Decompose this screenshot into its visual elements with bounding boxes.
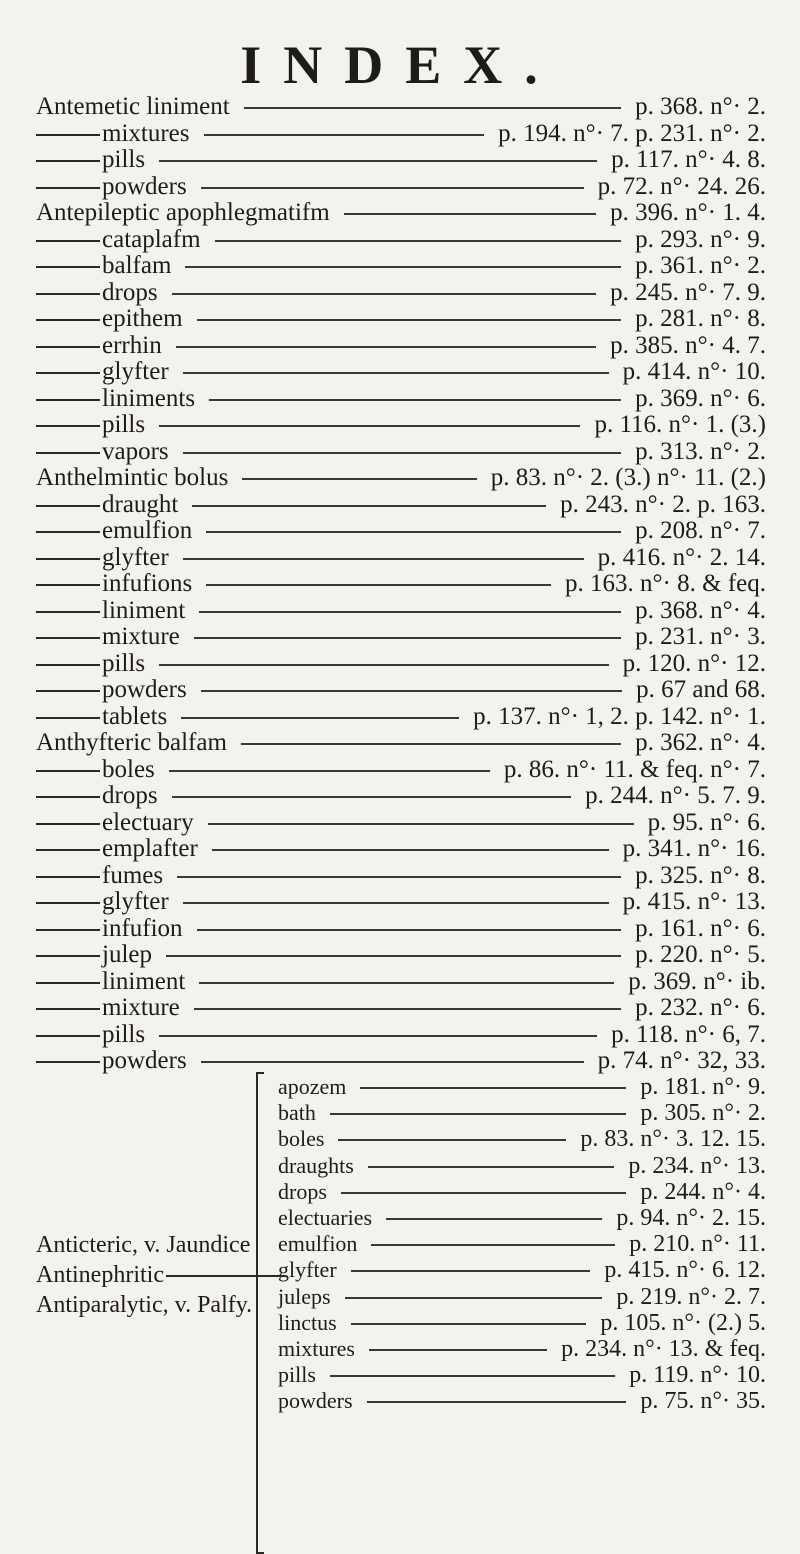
ditto-dash — [36, 134, 100, 136]
entry-label — [36, 993, 180, 1023]
index-entry — [36, 622, 766, 652]
index-entry — [36, 649, 766, 679]
entry-label — [36, 861, 163, 891]
leader-line — [201, 1061, 584, 1063]
leader-line — [206, 531, 621, 533]
index-entry — [36, 357, 766, 387]
leader-line — [183, 452, 621, 454]
leader-line — [330, 1375, 615, 1377]
leader-line — [194, 637, 621, 639]
entry-reference: p. 83. n°· 3. 12. 15. — [580, 1126, 766, 1153]
index-entry — [36, 1020, 766, 1050]
ditto-dash — [36, 611, 100, 613]
entry-reference: p. 219. n°· 2. 7. — [616, 1283, 766, 1310]
entry-reference: p. 368. n°· 2. — [635, 93, 766, 120]
leader-line — [192, 505, 546, 507]
entry-reference: p. 220. n°· 5. — [635, 941, 766, 968]
entry-term: glyfter — [102, 543, 169, 571]
entry-reference: p. 245. n°· 7. 9. — [610, 278, 766, 306]
entry-label — [36, 808, 194, 838]
entry-term: powders — [102, 172, 187, 200]
ditto-dash — [36, 346, 100, 348]
entry-label — [36, 145, 145, 175]
leader-line — [172, 796, 571, 798]
entry-label — [36, 596, 185, 626]
entry-reference: p. 369. n°· 6. — [635, 384, 766, 412]
entry-reference: p. 305. n°· 2. — [640, 1100, 766, 1127]
entry-reference: p. 208. n°· 7. — [635, 517, 766, 544]
ditto-dash — [36, 505, 100, 507]
entry-term: pills — [102, 1020, 146, 1048]
index-entry — [36, 569, 766, 599]
ditto-dash — [36, 664, 100, 666]
entry-reference: p. 416. n°· 2. 14. — [597, 543, 766, 571]
entry-reference: p. 163. n°· 8. & feq. — [565, 570, 766, 597]
entry-reference: p. 116. n°· 1. (3.) — [594, 411, 766, 438]
entry-term: liniments — [102, 384, 196, 412]
leader-line — [371, 1244, 615, 1246]
entry-reference: p. 95. n°· 6. — [647, 808, 766, 836]
entry-reference: p. 119. n°· 10. — [629, 1362, 766, 1389]
entry-reference: p. 105. n°· (2.) 5. — [600, 1309, 766, 1336]
ditto-dash — [36, 452, 100, 454]
entry-reference: p. 396. n°· 1. 4. — [610, 199, 766, 226]
leader-line — [241, 743, 621, 745]
leader-line — [169, 770, 490, 772]
leader-line — [183, 372, 609, 374]
ditto-dash — [36, 902, 100, 904]
leader-line — [360, 1087, 626, 1089]
entry-term: liniment — [102, 967, 186, 995]
entry-label — [36, 92, 230, 122]
entry-term: drops — [278, 1178, 327, 1204]
ditto-dash — [36, 876, 100, 878]
entry-label — [36, 649, 145, 679]
entry-label — [36, 940, 152, 970]
entry-term: drops — [102, 782, 158, 809]
index-entry — [36, 914, 766, 944]
entry-term: cataplafm — [102, 225, 201, 253]
entry-reference: p. 325. n°· 8. — [635, 861, 766, 889]
ditto-dash — [36, 770, 100, 772]
leader-line — [338, 1139, 566, 1141]
entry-term: epithem — [102, 305, 183, 332]
sub-entry — [278, 1386, 766, 1416]
index-entry — [36, 172, 766, 202]
entry-reference: p. 86. n°· 11. & feq. n°· 7. — [503, 755, 766, 783]
entry-label — [36, 728, 227, 758]
entry-reference: p. 117. n°· 4. 8. — [611, 146, 766, 173]
entry-reference: p. 415. n°· 13. — [622, 888, 766, 915]
entry-term: pills — [278, 1362, 316, 1388]
leader-line — [199, 982, 614, 984]
index-entry — [36, 225, 766, 255]
entry-reference: p. 369. n°· ib. — [628, 967, 766, 995]
entry-label — [36, 119, 190, 149]
leader-line — [209, 399, 621, 401]
ditto-dash — [36, 823, 100, 825]
index-entry — [36, 490, 766, 520]
entry-label — [36, 834, 198, 864]
index-entry — [36, 92, 766, 122]
ditto-dash — [36, 293, 100, 295]
entry-label — [36, 622, 180, 652]
entry-term: balfam — [102, 252, 172, 279]
ditto-dash — [36, 319, 100, 321]
entry-term: glyfter — [102, 358, 169, 385]
entry-term: Anthyfteric balfam — [36, 729, 227, 756]
entry-term: electuary — [102, 808, 194, 836]
entry-term: powders — [102, 676, 187, 703]
entry-label — [36, 543, 169, 573]
entry-reference: p. 161. n°· 6. — [635, 914, 766, 942]
entry-reference: p. 362. n°· 4. — [635, 729, 766, 756]
leader-line — [208, 823, 634, 825]
entry-label — [36, 914, 183, 944]
leader-line — [344, 213, 596, 215]
leader-line — [242, 478, 477, 480]
side-note-antiparalytic: Antiparalytic, v. Palfy. — [36, 1292, 253, 1318]
entry-term: drops — [102, 278, 158, 306]
entry-term: mixtures — [278, 1336, 355, 1361]
leader-line — [166, 955, 621, 957]
index-entry — [36, 861, 766, 891]
entry-label — [36, 1046, 187, 1076]
entry-reference: p. 243. n°· 2. p. 163. — [560, 490, 766, 518]
entry-reference: p. 313. n°· 2. — [635, 437, 766, 465]
entry-term: Antemetic liniment — [36, 93, 230, 120]
entry-term: Antepileptic apophlegmatifm — [36, 199, 330, 226]
index-entry — [36, 675, 766, 705]
leader-line — [159, 425, 580, 427]
entry-term: emulfion — [278, 1231, 358, 1257]
entry-reference: p. 244. n°· 4. — [640, 1178, 766, 1205]
entry-reference: p. 361. n°· 2. — [635, 252, 766, 279]
entry-term: glyfter — [278, 1257, 337, 1283]
leader-line — [159, 1035, 597, 1037]
entry-label — [36, 437, 169, 467]
entry-term: tablets — [102, 702, 168, 730]
entry-label — [36, 172, 187, 202]
entry-reference: p. 415. n°· 6. 12. — [604, 1257, 766, 1284]
entry-term: Anthelmintic bolus — [36, 464, 229, 491]
index-entry — [36, 702, 766, 732]
entry-label — [278, 1386, 353, 1416]
ditto-dash — [36, 690, 100, 692]
entry-reference: p. 234. n°· 13. & feq. — [561, 1336, 766, 1362]
entry-label — [36, 1020, 145, 1050]
entry-reference: p. 385. n°· 4. 7. — [610, 331, 766, 359]
entry-term: draught — [102, 490, 179, 518]
leader-line — [172, 293, 596, 295]
index-entry — [36, 967, 766, 997]
leader-line — [177, 876, 621, 878]
leader-line — [386, 1218, 602, 1220]
entry-term: liniment — [102, 596, 186, 624]
entry-reference: p. 341. n°· 16. — [622, 835, 766, 862]
ditto-dash — [36, 849, 100, 851]
leader-line — [183, 902, 609, 904]
index-entry — [36, 755, 766, 785]
entry-label — [36, 702, 167, 732]
ditto-dash — [36, 160, 100, 162]
entry-term: pills — [102, 146, 146, 173]
leader-line — [183, 558, 584, 560]
leader-line — [212, 849, 609, 851]
entry-term: julep — [102, 941, 152, 968]
entry-label — [36, 278, 158, 308]
ditto-dash — [36, 531, 100, 533]
leader-line — [185, 266, 621, 268]
entry-label — [36, 516, 192, 546]
entry-label — [36, 463, 228, 493]
entry-label — [36, 490, 178, 520]
side-note-antinephritic: Antinephritic — [36, 1260, 286, 1290]
ditto-dash — [36, 955, 100, 957]
index-entry — [36, 543, 766, 573]
entry-term: mixture — [102, 623, 180, 650]
entry-reference: p. 194. n°· 7. p. 231. n°· 2. — [498, 119, 766, 147]
entry-label — [36, 887, 169, 917]
entry-term: infufions — [102, 570, 193, 597]
leader-line — [341, 1192, 626, 1194]
entry-term: draughts — [278, 1152, 354, 1178]
leader-line — [368, 1166, 614, 1168]
leader-line — [351, 1270, 590, 1272]
entry-label — [36, 569, 192, 599]
leader-line — [215, 240, 621, 242]
entry-term: boles — [102, 755, 155, 783]
ditto-dash — [36, 637, 100, 639]
entry-label — [36, 251, 171, 281]
entry-term: emulfion — [102, 517, 193, 544]
index-entry — [36, 887, 766, 917]
entry-term: pills — [102, 411, 146, 438]
leader-line — [204, 134, 484, 136]
entry-reference: p. 234. n°· 13. — [628, 1152, 766, 1179]
index-entry — [36, 278, 766, 308]
index-entry — [36, 834, 766, 864]
entry-label — [36, 967, 185, 997]
entry-term: bath — [278, 1100, 316, 1126]
leader-line — [201, 187, 584, 189]
entry-term: glyfter — [102, 888, 169, 915]
entry-term: mixtures — [102, 119, 190, 147]
entry-reference: p. 244. n°· 5. 7. 9. — [585, 782, 766, 809]
ditto-dash — [36, 558, 100, 560]
entry-label — [36, 384, 195, 414]
entry-reference: p. 120. n°· 12. — [622, 649, 766, 677]
brace — [256, 1072, 268, 1554]
entry-label — [36, 331, 162, 361]
entry-label — [36, 755, 155, 785]
index-entry — [36, 463, 766, 493]
entry-label — [36, 675, 187, 705]
entry-reference: p. 67 and 68. — [636, 676, 766, 703]
ditto-dash — [36, 1008, 100, 1010]
entry-term: linctus — [278, 1309, 337, 1335]
page-title: INDEX. — [240, 35, 560, 95]
ditto-dash — [36, 372, 100, 374]
ditto-dash — [36, 717, 100, 719]
leader-line — [194, 1008, 621, 1010]
entry-label — [36, 781, 158, 811]
entry-reference: p. 83. n°· 2. (3.) n°· 11. (2.) — [490, 464, 766, 491]
entry-term: mixture — [102, 994, 180, 1021]
side-note-anticteric: Anticteric, v. Jaundice — [36, 1232, 251, 1258]
entry-reference: p. 368. n°· 4. — [635, 596, 766, 624]
entry-reference: p. 293. n°· 9. — [635, 225, 766, 253]
entry-reference: p. 118. n°· 6, 7. — [611, 1020, 766, 1048]
ditto-dash — [36, 584, 100, 586]
entry-reference: p. 414. n°· 10. — [622, 358, 766, 385]
leader-line — [159, 664, 609, 666]
ditto-dash — [36, 1035, 100, 1037]
ditto-dash — [36, 399, 100, 401]
leader-line — [199, 611, 621, 613]
entry-term: emplafter — [102, 835, 198, 862]
ditto-dash — [36, 929, 100, 931]
leader-line — [201, 690, 622, 692]
leader-line — [176, 346, 596, 348]
entry-reference: p. 94. n°· 2. 15. — [616, 1205, 766, 1231]
entry-label — [36, 198, 330, 228]
entry-reference: p. 232. n°· 6. — [635, 994, 766, 1021]
ditto-dash — [36, 266, 100, 268]
ditto-dash — [36, 982, 100, 984]
entry-reference: p. 137. n°· 1, 2. p. 142. n°· 1. — [473, 702, 766, 730]
index-entry — [36, 198, 766, 228]
entry-label — [36, 357, 169, 387]
index-entry — [36, 808, 766, 838]
index-entry — [36, 119, 766, 149]
index-entry — [36, 251, 766, 281]
entry-reference: p. 74. n°· 32, 33. — [597, 1047, 766, 1074]
ditto-dash — [36, 425, 100, 427]
index-entry — [36, 410, 766, 440]
index-entry — [36, 145, 766, 175]
entry-term: electuaries — [278, 1205, 373, 1230]
leader-line — [181, 717, 459, 719]
leader-line — [345, 1297, 602, 1299]
entry-term: errhin — [102, 331, 162, 359]
index-entry — [36, 596, 766, 626]
entry-reference: p. 281. n°· 8. — [635, 305, 766, 332]
index-entry — [36, 993, 766, 1023]
entry-label — [36, 225, 201, 255]
ditto-dash — [36, 1061, 100, 1063]
entry-reference: p. 181. n°· 9. — [640, 1074, 766, 1100]
entry-term: vapors — [102, 437, 169, 465]
index-entry — [36, 304, 766, 334]
index-entry — [36, 516, 766, 546]
leader-line — [206, 584, 551, 586]
index-entry — [36, 781, 766, 811]
index-entry — [36, 384, 766, 414]
leader-line — [330, 1113, 626, 1115]
leader-line — [367, 1401, 626, 1403]
index-entry — [36, 728, 766, 758]
entry-reference: p. 72. n°· 24. 26. — [597, 172, 766, 200]
leader-line — [369, 1349, 547, 1351]
leader-line — [159, 160, 597, 162]
entry-reference: p. 210. n°· 11. — [629, 1231, 766, 1258]
entry-term: boles — [278, 1126, 325, 1152]
leader-line — [197, 929, 621, 931]
index-entry — [36, 940, 766, 970]
entry-label — [36, 410, 145, 440]
ditto-dash — [36, 796, 100, 798]
entry-term: powders — [278, 1388, 353, 1414]
leader-line — [197, 319, 621, 321]
entry-term: juleps — [278, 1283, 331, 1309]
entry-term: apozem — [278, 1074, 347, 1099]
entry-label — [36, 304, 183, 334]
leader-line — [244, 107, 621, 109]
entry-reference: p. 231. n°· 3. — [635, 623, 766, 650]
entry-term: infufion — [102, 914, 183, 942]
leader-line — [351, 1323, 586, 1325]
entry-reference: p. 75. n°· 35. — [640, 1388, 766, 1415]
index-entry — [36, 437, 766, 467]
entry-term: fumes — [102, 861, 164, 889]
entry-term: pills — [102, 649, 146, 677]
index-entry — [36, 331, 766, 361]
ditto-dash — [36, 240, 100, 242]
ditto-dash — [36, 187, 100, 189]
entry-term: powders — [102, 1047, 187, 1074]
